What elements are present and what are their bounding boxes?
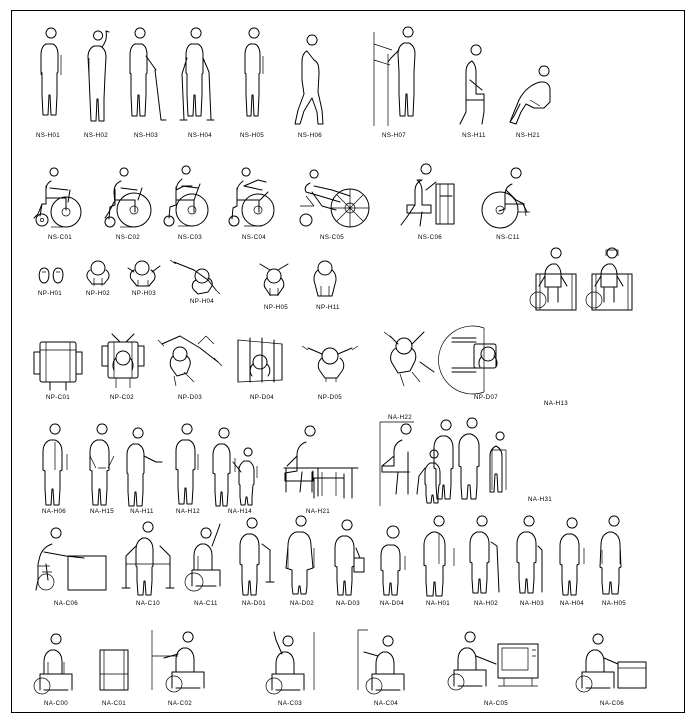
figure-ns-h21 bbox=[506, 68, 556, 126]
label-na-h22: NA-H22 bbox=[387, 414, 413, 421]
figure-na-c06-table bbox=[572, 630, 650, 694]
figure-na-d01 bbox=[232, 522, 276, 596]
figure-ns-c03 bbox=[160, 168, 222, 230]
figure-na-h31 bbox=[374, 420, 524, 508]
label-na-c03: NA-C03 bbox=[277, 700, 303, 707]
figure-np-c02 bbox=[96, 332, 150, 390]
label-na-c01: NA-C01 bbox=[101, 700, 127, 707]
figure-np-d04 bbox=[232, 332, 288, 390]
label-na-d02: NA-D02 bbox=[289, 600, 315, 607]
label-na-h04: NA-H04 bbox=[559, 600, 585, 607]
label-na-h05: NA-H05 bbox=[601, 600, 627, 607]
figure-na-h01 bbox=[418, 520, 460, 596]
label-ns-h04: NS-H04 bbox=[187, 132, 213, 139]
figure-np-h05 bbox=[256, 258, 292, 298]
label-na-h02: NA-H02 bbox=[473, 600, 499, 607]
figure-ns-h07 bbox=[366, 30, 428, 126]
label-na-c06-table: NA-C06 bbox=[599, 700, 625, 707]
figure-na-d02 bbox=[280, 520, 322, 596]
label-ns-c06: NS-C06 bbox=[417, 234, 443, 241]
figure-na-d03 bbox=[328, 524, 368, 596]
label-na-c06-bench: NA-C06 bbox=[53, 600, 79, 607]
label-np-h02: NP-H02 bbox=[85, 290, 111, 297]
figure-np-h03 bbox=[124, 256, 164, 288]
figure-ns-h11 bbox=[456, 50, 496, 126]
label-na-c02: NA-C02 bbox=[167, 700, 193, 707]
figure-na-c03 bbox=[254, 626, 328, 694]
figure-na-h22 bbox=[376, 326, 438, 388]
label-na-h21: NA-H21 bbox=[305, 508, 331, 515]
figure-np-h01 bbox=[34, 262, 68, 288]
label-na-c00: NA-C00 bbox=[43, 700, 69, 707]
figure-na-c10 bbox=[120, 524, 176, 596]
figure-ns-c06 bbox=[396, 164, 466, 230]
label-np-d03: NP-D03 bbox=[177, 394, 203, 401]
figure-na-d04 bbox=[374, 532, 412, 596]
label-ns-h11: NS-H11 bbox=[462, 132, 486, 139]
label-ns-c01: NS-C01 bbox=[47, 234, 73, 241]
figure-ns-h01 bbox=[34, 34, 68, 126]
label-np-d05: NP-D05 bbox=[317, 394, 343, 401]
label-ns-c03: NS-C03 bbox=[177, 234, 203, 241]
figure-np-h04 bbox=[166, 254, 228, 296]
figure-na-h13 bbox=[522, 248, 644, 314]
label-np-h03: NP-H03 bbox=[131, 290, 157, 297]
label-np-h05: NP-H05 bbox=[263, 304, 289, 311]
figure-ns-h02 bbox=[80, 30, 114, 126]
label-na-h01: NA-H01 bbox=[425, 600, 451, 607]
figure-na-c05 bbox=[444, 624, 550, 694]
label-na-h03: NA-H03 bbox=[519, 600, 545, 607]
label-na-h13: NA-H13 bbox=[543, 400, 569, 407]
figure-np-h11 bbox=[310, 256, 340, 298]
figure-na-c11 bbox=[182, 522, 230, 596]
label-ns-h01: NS-H01 bbox=[35, 132, 61, 139]
label-ns-c05: NS-C05 bbox=[319, 234, 345, 241]
figure-ns-c05 bbox=[292, 166, 380, 230]
figure-na-c00 bbox=[32, 636, 80, 694]
figure-na-h04 bbox=[554, 522, 590, 596]
figure-np-h02 bbox=[82, 256, 114, 288]
figure-na-h03 bbox=[510, 520, 550, 596]
figure-na-c01 bbox=[90, 636, 138, 694]
figure-na-h11 bbox=[122, 434, 164, 506]
label-np-h04: NP-H04 bbox=[189, 298, 215, 305]
label-na-c11: NA-C11 bbox=[194, 600, 218, 607]
label-np-d04: NP-D04 bbox=[249, 394, 275, 401]
label-np-c02: NP-C02 bbox=[109, 394, 135, 401]
figure-na-c04 bbox=[344, 624, 420, 694]
label-na-h31: NA-H31 bbox=[527, 496, 553, 503]
label-na-c04: NA-C04 bbox=[373, 700, 399, 707]
label-ns-c04: NS-C04 bbox=[241, 234, 267, 241]
label-ns-c11: NS-C11 bbox=[496, 234, 520, 241]
figure-na-h02 bbox=[462, 518, 506, 596]
figure-ns-c01 bbox=[30, 168, 92, 230]
label-np-h01: NP-H01 bbox=[37, 290, 63, 297]
label-ns-h06: NS-H06 bbox=[297, 132, 323, 139]
label-na-c10: NA-C10 bbox=[135, 600, 161, 607]
label-na-d04: NA-D04 bbox=[379, 600, 405, 607]
label-ns-h03: NS-H03 bbox=[133, 132, 159, 139]
figure-ns-c02 bbox=[100, 168, 162, 230]
figure-np-d05 bbox=[300, 336, 360, 382]
figure-na-h14 bbox=[210, 432, 268, 506]
label-ns-h07: NS-H07 bbox=[381, 132, 407, 139]
figure-ns-h04 bbox=[178, 34, 224, 126]
figure-np-d03 bbox=[154, 328, 226, 390]
figure-np-d07 bbox=[444, 324, 522, 396]
figure-ns-h03 bbox=[124, 34, 172, 126]
label-na-d01: NA-D01 bbox=[241, 600, 267, 607]
figure-na-h05 bbox=[596, 520, 632, 596]
figure-na-h21 bbox=[278, 428, 360, 506]
figure-na-c02 bbox=[144, 626, 222, 694]
label-np-h11: NP-H11 bbox=[316, 304, 340, 311]
label-na-d03: NA-D03 bbox=[335, 600, 361, 607]
label-na-h15: NA-H15 bbox=[89, 508, 115, 515]
label-np-d07: NP-D07 bbox=[473, 394, 499, 401]
label-na-c05: NA-C05 bbox=[483, 700, 509, 707]
figure-na-c06-bench bbox=[32, 526, 112, 596]
figure-np-c01 bbox=[30, 336, 86, 392]
figure-ns-h06 bbox=[290, 40, 332, 126]
figure-na-h12 bbox=[170, 430, 204, 506]
label-ns-h21: NS-H21 bbox=[515, 132, 541, 139]
figure-ns-h05 bbox=[238, 34, 270, 126]
figure-ns-c11 bbox=[478, 168, 540, 230]
figure-ns-c04 bbox=[224, 168, 288, 230]
figure-na-h06 bbox=[36, 430, 74, 506]
label-na-h12: NA-H12 bbox=[175, 508, 201, 515]
label-na-h11: NA-H11 bbox=[130, 508, 154, 515]
label-np-c01: NP-C01 bbox=[45, 394, 71, 401]
label-ns-c02: NS-C02 bbox=[115, 234, 141, 241]
label-ns-h02: NS-H02 bbox=[83, 132, 109, 139]
label-na-h14: NA-H14 bbox=[227, 508, 253, 515]
label-na-h06: NA-H06 bbox=[41, 508, 67, 515]
figure-na-h15 bbox=[84, 430, 120, 506]
label-ns-h05: NS-H05 bbox=[239, 132, 265, 139]
